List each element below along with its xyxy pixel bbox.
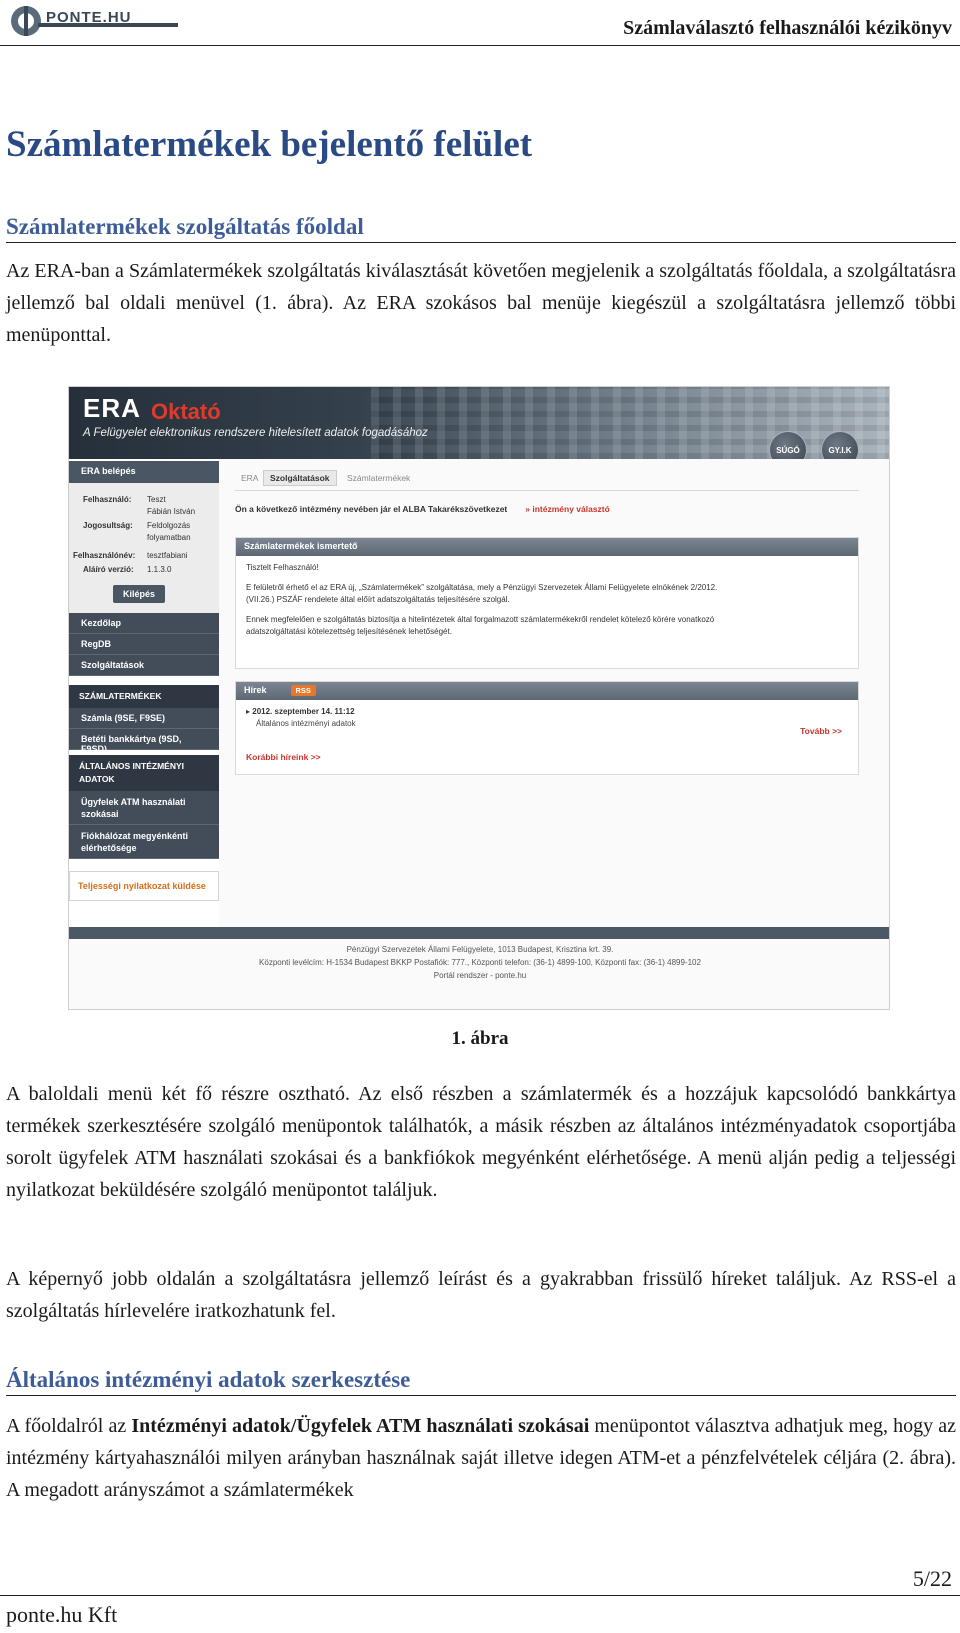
ponte-logo xyxy=(8,3,183,39)
section-heading-altalanos: Általános intézményi adatok szerkesztése xyxy=(6,1367,956,1396)
rss-button[interactable]: RSS xyxy=(291,685,316,696)
intro-text-2a: Ennek megfelelően e szolgáltatás biztosítja a hitelintézetek által forgalmazott számlatermékekről rendelet kötelező körére vonatkozó xyxy=(246,615,715,624)
breadcrumb-szolgaltatasok[interactable]: Szolgáltatások xyxy=(263,470,337,486)
footer-portal: Portál rendszer - ponte.hu xyxy=(433,971,527,980)
menu-szamla[interactable]: Számla (9SE, F9SE) xyxy=(69,708,219,729)
era-screenshot xyxy=(68,386,890,1010)
era-logo: ERA xyxy=(83,393,141,423)
news-title[interactable]: Általános intézményi adatok xyxy=(256,719,356,728)
figure-caption: 1. ábra xyxy=(451,1028,509,1049)
intro-text-1b: (VII.26.) PSZÁF rendelete által előírt adatszolgáltatás teljesítésére szolgál. xyxy=(246,595,510,604)
page-heading: Számlatermékek bejelentő felület xyxy=(6,124,533,165)
era-body xyxy=(69,459,890,927)
rights-value-1: Feldolgozás xyxy=(147,521,191,530)
breadcrumb-era[interactable]: ERA xyxy=(241,473,259,483)
news-panel xyxy=(235,681,859,775)
page-number: 5/22 xyxy=(912,1566,952,1591)
menu-head-szamlatermekek: SZÁMLATERMÉKEK xyxy=(69,685,219,708)
footer-address: Pénzügyi Szervezetek Állami Felügyelete, 1013 Budapest, Krisztina krt. 39. xyxy=(346,945,614,954)
intro-panel xyxy=(235,537,859,669)
news-date: ▸ 2012. szeptember 14. 11:12 xyxy=(246,707,355,716)
main-content xyxy=(235,459,859,927)
intro-paragraph: Az ERA-ban a Számlatermékek szolgáltatás kiválasztását követően megjelenik a szolgáltatás főoldala, a szolgáltatásra jellemző bal oldali menüvel (1. ábra). Az ERA szokásos bal menüje kiegészül a szolgáltatásra jellemző többi menüponttal. xyxy=(6,260,956,346)
document-footer xyxy=(0,1595,960,1633)
svg-text:PONTE.HU: PONTE.HU xyxy=(46,9,132,26)
institution-selector-link[interactable]: » intézmény választó xyxy=(525,504,610,514)
manual-title: Számlaválasztó felhasználói kézikönyv xyxy=(623,17,952,39)
news-panel-title: Hírek RSS xyxy=(236,682,858,700)
intro-greeting: Tisztelt Felhasználó! xyxy=(246,563,319,572)
login-box xyxy=(69,483,219,633)
section2-paragraph: A főoldalról az Intézményi adatok/Ügyfelek ATM használati szokásai menüpontot választva adhatjuk meg, hogy az intézmény kártyahasználói milyen arányban használnak saját illetve idegen ATM-et a pénzfelvételek céljára (2. ábra). A megadott arányszámot a számlatermékek xyxy=(6,1415,956,1501)
intro-text-1a: E felületről érhető el az ERA új, „Számlatermékek” szolgáltatása, mely a Pénzügyi Szervezetek Állami Felügyelete elnökének 2/2012. xyxy=(246,583,718,592)
menu-head-altalanos: ÁLTALÁNOS INTÉZMÉNYI ADATOK xyxy=(69,755,219,791)
intro-text-2b: adatszolgáltatási kötelezettség teljesítésének lehetőségét. xyxy=(246,627,452,636)
login-box-title: ERA belépés xyxy=(69,461,219,483)
breadcrumb xyxy=(235,469,859,491)
menu-atm-szokasok[interactable]: Ügyfelek ATM használati szokásai xyxy=(69,791,219,825)
intro-panel-title: Számlatermékek ismertető xyxy=(236,538,858,556)
main-menu xyxy=(69,613,219,676)
rights-label: Jogosultság: xyxy=(83,521,133,530)
menu-kezdolap[interactable]: Kezdőlap xyxy=(69,613,219,634)
menu-path-bold: Intézményi adatok/Ügyfelek ATM használati szokásai xyxy=(131,1415,590,1437)
footer-contact: Központi levélcím: H-1534 Budapest BKKP Postafiók: 777., Központi telefon: (36-1) 4899-100, Központi fax: (36-1) 4899-102 xyxy=(259,958,701,967)
document-header xyxy=(0,0,960,46)
menu-beteti-bankkartya[interactable]: Betéti bankkártya (9SD, F9SD) xyxy=(69,729,219,750)
username-value: tesztfabiani xyxy=(147,551,188,560)
user-label: Felhasználó: xyxy=(83,495,132,504)
faq-button[interactable]: GY.I.K xyxy=(821,431,859,469)
left-menu xyxy=(69,459,219,927)
teljessegi-nyilatkozat-button[interactable]: Teljességi nyilatkozat küldése xyxy=(69,871,219,901)
logout-button[interactable]: Kilépés xyxy=(113,585,165,603)
section-heading-fooldal: Számlatermékek szolgáltatás főoldal xyxy=(6,214,956,243)
era-environment-label: Oktató xyxy=(151,399,221,424)
signer-label: Aláíró verzió: xyxy=(83,565,134,574)
menu-description-paragraph: A baloldali menü két fő részre osztható. Az első részben a számlatermék és a hozzájuk kapcsolódó bankkártya termékek szerkesztésére szolgáló menüpontok találhatók, a másik részben az általános intézményadatok csoportjába sorolt ügyfelek ATM használati szokásai és a bankfiókok megyénként elérhetősége. A menü alján pedig a teljességi nyilatkozat beküldésére szolgáló menüpontot találjuk. xyxy=(6,1083,956,1201)
right-side-paragraph: A képernyő jobb oldalán a szolgáltatásra jellemző leírást és a gyakrabban frissülő híreket találjuk. Az RSS-el a szolgáltatás hírlevelére iratkozhatunk fel. xyxy=(6,1268,956,1322)
help-button[interactable]: SÚGÓ xyxy=(769,431,807,469)
breadcrumb-szamlatermekek[interactable]: Számlatermékek xyxy=(347,473,411,483)
menu-fiokhalozat[interactable]: Fiókhálózat megyénkénti elérhetősége xyxy=(69,825,219,859)
altalanos-menu xyxy=(69,755,219,859)
era-footer xyxy=(69,927,890,1010)
era-subtitle: A Felügyelet elektronikus rendszere hitelesített adatok fogadásához xyxy=(83,427,428,439)
institution-text: Ön a következő intézmény nevében jár el ALBA Takarékszövetkezet xyxy=(235,504,508,514)
username-label: Felhasználónév: xyxy=(73,551,136,560)
user-name: Fábián István xyxy=(147,507,196,516)
signer-value: 1.1.3.0 xyxy=(147,565,172,574)
era-banner xyxy=(69,387,890,459)
rights-value-2: folyamatban xyxy=(147,533,191,542)
szamlatermekek-menu xyxy=(69,685,219,754)
news-more-link[interactable]: Tovább >> xyxy=(800,726,842,736)
user-value: Teszt xyxy=(147,495,166,504)
institution-line xyxy=(235,504,610,514)
menu-regdb[interactable]: RegDB xyxy=(69,634,219,655)
older-news-link[interactable]: Korábbi híreink >> xyxy=(246,752,321,762)
menu-szolgaltatasok[interactable]: Szolgáltatások xyxy=(69,655,219,676)
footer-company: ponte.hu Kft xyxy=(6,1602,118,1627)
